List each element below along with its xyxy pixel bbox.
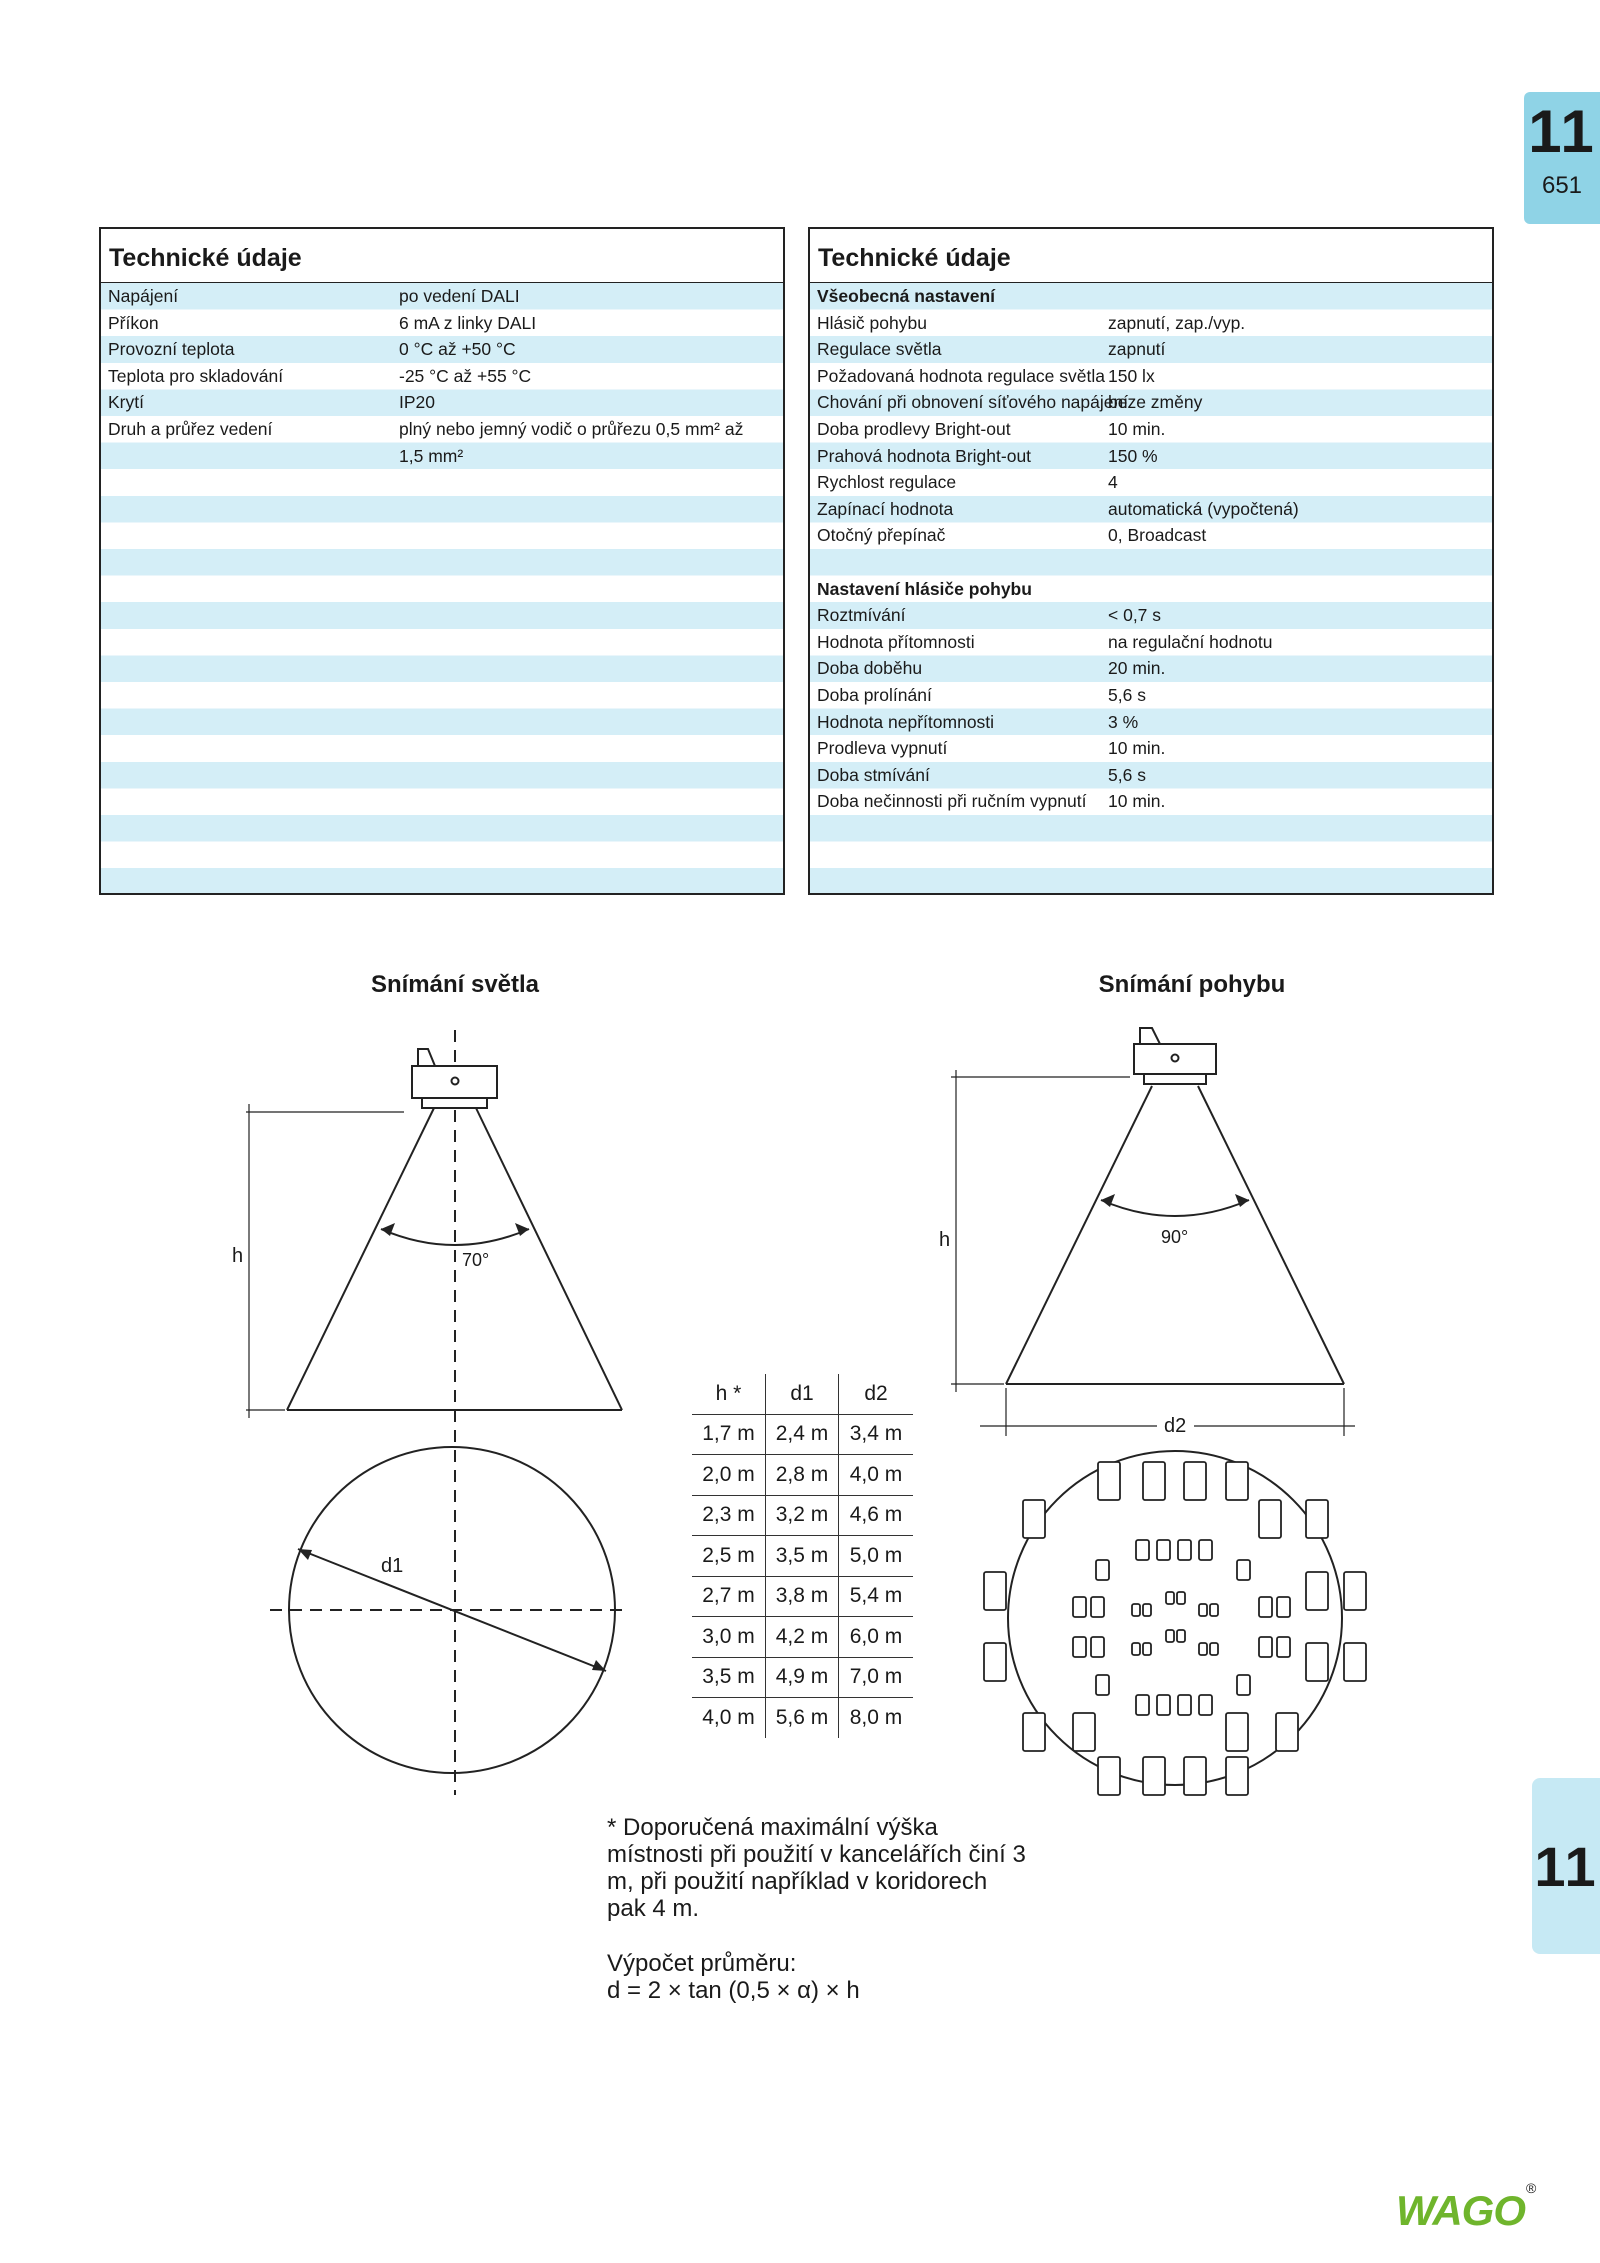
spec-label: Napájení [108,286,179,306]
spec-label: Zapínací hodnota [817,498,954,519]
diameter-label: d1 [381,1555,404,1577]
detection-zone-rect [1226,1462,1248,1500]
table-row [692,1495,913,1536]
spec-label: Hlásič pohybu [817,312,927,333]
cone-edge-right [1198,1086,1344,1384]
page-number: 651 [1541,172,1583,199]
column-header: d1 [766,1374,839,1414]
table-cell: 3,5 m [692,1657,766,1698]
logo-text: WAGO [1396,2187,1525,2234]
detection-zone-rect [1166,1592,1174,1604]
table-cell: 4,9 m [766,1657,839,1698]
height-label: h [939,1229,951,1251]
column-header: d2 [839,1374,914,1414]
spec-value: plný nebo jemný vodič o průřezu 0,5 mm² až 1,5 mm² [399,418,744,466]
spec-label: Provozní teplota [108,339,235,360]
spec-label: Doba doběhu [817,658,923,679]
spec-value: 6 mA z linky DALI [399,312,537,333]
detection-zone-rect [1210,1604,1218,1616]
height-label: h [232,1245,244,1267]
spec-label: Prodleva vypnutí [817,738,948,759]
detection-zone-rect [1226,1713,1248,1751]
detection-zone-rect [1259,1597,1272,1617]
detection-zone-rect [1210,1643,1218,1655]
table-cell: 4,0 m [702,1705,755,1729]
calculation-formula: d = 2 × tan (0,5 × α) × h [607,1977,860,2004]
spec-value: 10 min. [1108,791,1166,812]
detection-zone-rect [1259,1500,1281,1538]
detection-zone-rect [1096,1675,1109,1695]
diameter-label: d2 [1164,1415,1187,1437]
detection-zone-rect [1157,1540,1170,1560]
table-row [692,1617,913,1658]
table-cell: 2,4 m [766,1414,839,1455]
detection-zone-rect [1143,1604,1151,1616]
detection-zone-rect [1132,1604,1140,1616]
table-row [692,1657,913,1698]
chapter-number: 11 [1528,98,1596,165]
registered-mark: ® [1526,2180,1537,2196]
table-cell: 7,0 m [839,1657,914,1698]
section-heading: Nastavení hlásiče pohybu [817,578,1032,599]
spec-label: Roztmívání [817,605,906,626]
chapter-tab [1524,92,1600,224]
table-cell: 3,2 m [766,1495,839,1536]
cone-edge-left [1006,1086,1152,1384]
detection-zone-rect [1199,1540,1212,1560]
table-cell: 3,5 m [766,1536,839,1577]
spec-value: beze změny [1108,392,1203,413]
detection-zone-rect [1073,1637,1086,1657]
detection-zone-rect [1237,1675,1250,1695]
detection-zone-rect [1096,1560,1109,1580]
table-row [692,1414,913,1455]
table-row [692,1536,913,1577]
detection-zone-rect [1132,1643,1140,1655]
motion-diagram-title: Snímání pohybu [1098,971,1286,998]
section-heading: Všeobecná nastavení [817,286,995,306]
spec-label: Prahová hodnota Bright-out [817,445,1032,466]
table-cell: 1,7 m [692,1414,766,1455]
table-cell: 4,2 m [766,1617,839,1658]
table-row [692,1698,913,1738]
spec-value: 10 min. [1108,418,1166,439]
spec-label: Rychlost regulace [817,472,957,493]
detection-zone-rect [1306,1500,1328,1538]
spec-value: -25 °C až +55 °C [399,365,532,386]
spec-label: Doba stmívání [817,764,930,785]
spec-label: Doba prolínání [817,684,932,705]
spec-label: Otočný přepínač [817,525,946,546]
table-cell: 2,8 m [766,1455,839,1496]
spec-label: Chování při obnovení síťového napájení [817,392,1129,413]
detection-zones [984,1462,1366,1795]
detection-zone-rect [1306,1643,1328,1681]
sensor-icon [1134,1028,1216,1084]
spec-value: 150 % [1108,445,1158,466]
detection-zone-rect [1177,1592,1185,1604]
detection-zone-rect [1184,1462,1206,1500]
detection-zone-rect [1237,1560,1250,1580]
spec-value: 0 °C až +50 °C [399,339,516,360]
spec-value: 4 [1108,472,1118,493]
detection-zone-rect [1184,1757,1206,1795]
detection-zone-rect [1098,1462,1120,1500]
spec-value: 150 lx [1108,365,1155,386]
spec-label: Regulace světla [817,339,942,360]
side-chapter-number: 11 [1534,1834,1598,1898]
detection-zone-rect [1157,1695,1170,1715]
detection-zone-rect [1091,1637,1104,1657]
detection-zone-rect [1277,1597,1290,1617]
side-chapter-tab [1532,1778,1600,1954]
detection-zone-rect [1178,1695,1191,1715]
table-cell: 2,0 m [692,1455,766,1496]
detection-zone-rect [1073,1713,1095,1751]
spec-label: Požadovaná hodnota regulace světla [817,365,1105,386]
table-cell: 3,8 m [766,1576,839,1617]
light-diagram-title: Snímání světla [370,971,540,998]
table-row [692,1455,913,1496]
detection-zone-rect [1178,1540,1191,1560]
table-cell: 3,4 m [839,1414,914,1455]
angle-label: 90° [1161,1227,1189,1247]
detection-zone-rect [1199,1604,1207,1616]
detection-zone-rect [1143,1462,1165,1500]
spec-value: 5,6 s [1108,684,1146,705]
spec-value: automatická (vypočtená) [1108,498,1299,519]
detection-zone-rect [1091,1597,1104,1617]
spec-value: po vedení DALI [399,286,520,306]
detection-zone-rect [984,1643,1006,1681]
detection-zone-rect [1098,1757,1120,1795]
table-cell: 5,6 m [766,1698,839,1738]
column-header: h * [692,1374,766,1414]
calculation-title: Výpočet průměru: [607,1950,797,1977]
table-cell: 6,0 m [839,1617,914,1658]
detection-zone-rect [1259,1637,1272,1657]
detection-zone-rect [1166,1630,1174,1642]
detection-zone-rect [1136,1540,1149,1560]
spec-value: 10 min. [1108,738,1166,759]
detection-zone-rect [984,1572,1006,1610]
detection-zone-rect [1073,1597,1086,1617]
angle-arc [1101,1200,1249,1216]
left-spec-title: Technické údaje [101,229,783,283]
detection-zone-rect [1277,1637,1290,1657]
spec-value: na regulační hodnotu [1108,631,1273,652]
table-cell: 2,3 m [692,1495,766,1536]
detection-zone-rect [1177,1630,1185,1642]
spec-value: 20 min. [1108,658,1166,679]
spec-value: 0, Broadcast [1108,525,1207,546]
spec-label: Doba nečinnosti při ručním vypnutí [817,791,1087,812]
table-cell: 4,6 m [839,1495,914,1536]
spec-label: Hodnota nepřítomnosti [817,711,995,732]
table-cell: 8,0 m [839,1698,914,1738]
table-cell: 5,0 m [839,1536,914,1577]
detection-zone-rect [1199,1695,1212,1715]
table-cell: 5,4 m [839,1576,914,1617]
spec-label: Druh a průřez vedení [108,418,273,439]
table-cell: 4,0 m [839,1455,914,1496]
spec-value: IP20 [399,392,435,413]
detection-zone-rect [1023,1713,1045,1751]
table-cell: 2,5 m [692,1536,766,1577]
detection-zone-rect [1136,1695,1149,1715]
spec-label: Krytí [108,392,144,413]
wago-logo [1392,2175,1542,2235]
right-spec-title: Technické údaje [810,229,1492,283]
spec-value: zapnutí, zap./vyp. [1108,312,1246,333]
diameter-calculation [607,1950,1027,2004]
spec-label: Doba prodlevy Bright-out [817,418,1011,439]
detection-zone-rect [1199,1643,1207,1655]
detection-zone-rect [1306,1572,1328,1610]
detection-zone-rect [1143,1757,1165,1795]
spec-value: zapnutí [1108,339,1166,360]
spec-value: 5,6 s [1108,764,1146,785]
distance-table [692,1374,913,1738]
detection-zone-rect [1226,1757,1248,1795]
spec-label: Příkon [108,312,159,333]
detection-zone-rect [1344,1572,1366,1610]
table-row [692,1576,913,1617]
detection-zone-rect [1276,1713,1298,1751]
detection-zone-rect [1023,1500,1045,1538]
detection-zone-rect [1143,1643,1151,1655]
table-cell: 2,7 m [692,1576,766,1617]
table-header-row [692,1374,913,1414]
detection-zone-rect [1344,1643,1366,1681]
table-cell: 3,0 m [692,1617,766,1658]
spec-value: < 0,7 s [1108,605,1162,626]
spec-label: Hodnota přítomnosti [817,631,975,652]
spec-label: Teplota pro skladování [108,365,284,386]
spec-value: 3 % [1108,711,1139,732]
angle-label: 70° [462,1250,490,1270]
footnote: * Doporučená maximální výška místnosti při použití v kancelářích činí 3 m, při použití například v koridorech pak 4 m. [607,1814,1026,1922]
